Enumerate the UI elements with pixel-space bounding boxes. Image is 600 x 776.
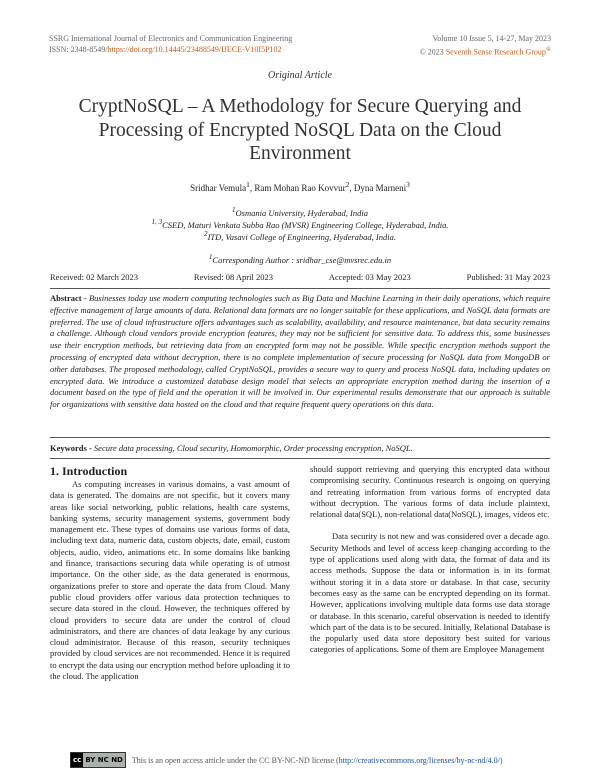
published-date: Published: 31 May 2023: [466, 272, 550, 282]
license-text: [132, 756, 503, 765]
accepted-date: Accepted: 03 May 2023: [328, 272, 411, 282]
author-3: Dyna Marneni: [353, 183, 407, 193]
paragraph: As computing increases in various domains, a vast amount of data is generated. The domains are not specific, but it covers many areas like social networking, public relations, health care systems, banking systems, security management systems, government body management etc. These types of domains use various forms of data, including text data, numeric data, custom objects, date, email, custom objects, audio, video, animations etc. In some domains like banking and finance, transactions securing data while operating is of utmost importance. On the other side, as the data generated is enormous, organizations prefer to store and operate the data from Cloud. Many public cloud providers offer various data protection techniques to secure data stored in the cloud. However, the techniques offered by cloud providers to secure data are under the control of cloud administrators, and there are chances of data leakage by any curious cloud administrator. Because of this reason, security techniques provided by cloud services are not recommended. Hence it is required to encrypt the data using our encryption method before uploading it to the cloud. The application: [50, 479, 290, 682]
affiliation-3: [0, 228, 600, 243]
corr-sup: 1: [208, 253, 213, 261]
paragraph: should support retrieving and querying this encrypted data without compromising security. Continuous research is ongoing on querying and retreating information from various forms of encrypted data without decryption. The various forms of data include plaintext, relational data(SQL), non-relational data(NoSQL), images, videos etc.: [310, 464, 550, 520]
cc-terms: BY NC ND: [83, 753, 125, 767]
author-1-sup: 1: [246, 180, 250, 189]
license-sentence: This is an open access article under the CC BY-NC-ND license (: [131, 755, 339, 765]
author-2: Ram Mohan Rao Kovvur: [254, 183, 346, 193]
received-date: Received: 02 March 2023: [50, 272, 139, 282]
abstract: [50, 293, 550, 411]
journal-header: [49, 33, 292, 55]
keywords-text: Secure data processing, Cloud security, Homomorphic, Order processing encryption, NoSQL.: [93, 443, 413, 453]
corr-text: Corresponding Author : sridhar_cse@mvsrec.edu.in: [212, 254, 392, 265]
copyright: © 2023: [419, 47, 446, 57]
divider-bottom: [50, 458, 550, 459]
paper-title: CryptNoSQL – A Methodology for Secure Querying and Processing of Encrypted NoSQL Data on the Cloud Environment: [78, 96, 522, 164]
aff3-text: ITD, Vasavi College of Engineering, Hyderabad, India.: [207, 231, 396, 242]
aff2-sup: 1, 3: [151, 218, 163, 226]
cc-license-icon: [70, 752, 126, 768]
keywords-label: Keywords -: [50, 443, 94, 453]
paragraph: Data security is not new and was considered over a decade ago. Security Methods and level of access keep changing according to the type of applications used along with data, the format of data and its access methods. Suppose the data or information is in its format without storing it in a data store or database. In that case, security becomes easy as the same can be encrypted depending on its format. However, applications involving multiple data forms use data storage or database. In this scenario, careful observation is needed to identify which part of the data is to be secured. Initially, Relational Database is the popularly used data store depository best suited for various categories of applications. Some of them are Employee Management: [310, 531, 550, 655]
divider-top: [50, 288, 550, 289]
author-sep: ,: [249, 183, 255, 193]
doi-link[interactable]: https://doi.org/10.14445/23488549/IJECE-V10I5P102: [107, 45, 282, 54]
section-title: 1. Introduction: [50, 464, 128, 478]
aff3-sup: 2: [204, 230, 208, 238]
dates-row: [50, 272, 550, 282]
author-1: Sridhar Vemula: [190, 183, 247, 193]
journal-name: SSRG International Journal of Electronics and Communication Engineering: [49, 34, 293, 43]
aff2-text: CSED, Maturi Venkata Subba Rao (MVSR) Engineering College, Hyderabad, India.: [162, 219, 449, 230]
author-2-sup: 2: [345, 180, 350, 189]
keywords: [50, 443, 550, 453]
divider-mid: [50, 437, 550, 438]
author-sep: ,: [349, 183, 354, 193]
issn: ISSN: 2348-8549/: [49, 45, 108, 54]
revised-date: Revised: 08 April 2023: [193, 272, 273, 282]
author-list: [0, 180, 600, 193]
aff1-sup: 1: [232, 206, 236, 214]
aff1-text: Osmania University, Hyderabad, India: [235, 207, 368, 218]
corresponding-author: [0, 251, 600, 266]
article-type: Original Article: [268, 70, 332, 81]
license-footer: [70, 752, 550, 768]
registered-mark: ®: [545, 46, 551, 53]
license-link[interactable]: http://creativecommons.org/licenses/by-nc-nd/4.0/: [338, 755, 500, 765]
issn-line: [49, 44, 292, 55]
volume-header: [420, 33, 551, 58]
abstract-text: Businesses today use modern computing technologies such as Big Data and Machine Learning in their daily operations, which require effective management of large amounts of data. Relational data formats are no longer suitable for these applications, and NoSQL data formats are preferred. The use of cloud infrastructure offers advantages such as scalability, availability, and resource maintenance, but data security remains a challenge. Although cloud vendors provide encryption features, they may not be sufficient for sensitive data. To address this, some businesses use their encryption methods, but retrieving data from an encrypted form may not be possible. While specific encryption methods support the processing of encrypted data without decryption, there is no complete implementation of secure processing for NoSQL data from MongoDB or other databases. The proposed methodology, called CryptNoSQL, provides a secure way to query and process NoSQL data, including updates on encrypted data. We introduce a customized database design model that selects an appropriate encryption method during the insertion of a document based on the type of field and the operation it will be involved in. Our experimental results demonstrate that our approach is suitable for organizations with sensitive data hosted on the cloud and that require frequent query operations on this data.: [50, 293, 550, 410]
body-column-right: [310, 464, 550, 656]
publisher-name: Seventh Sense Research Group: [445, 47, 546, 57]
copyright-line: [420, 44, 551, 58]
cc-mark: cc: [71, 753, 83, 767]
license-close: ): [499, 755, 503, 765]
author-3-sup: 3: [406, 180, 410, 189]
volume-info: Volume 10 Issue 5, 14-27, May 2023: [432, 34, 551, 43]
body-column-left: [50, 479, 290, 682]
abstract-label: Abstract -: [50, 293, 89, 303]
